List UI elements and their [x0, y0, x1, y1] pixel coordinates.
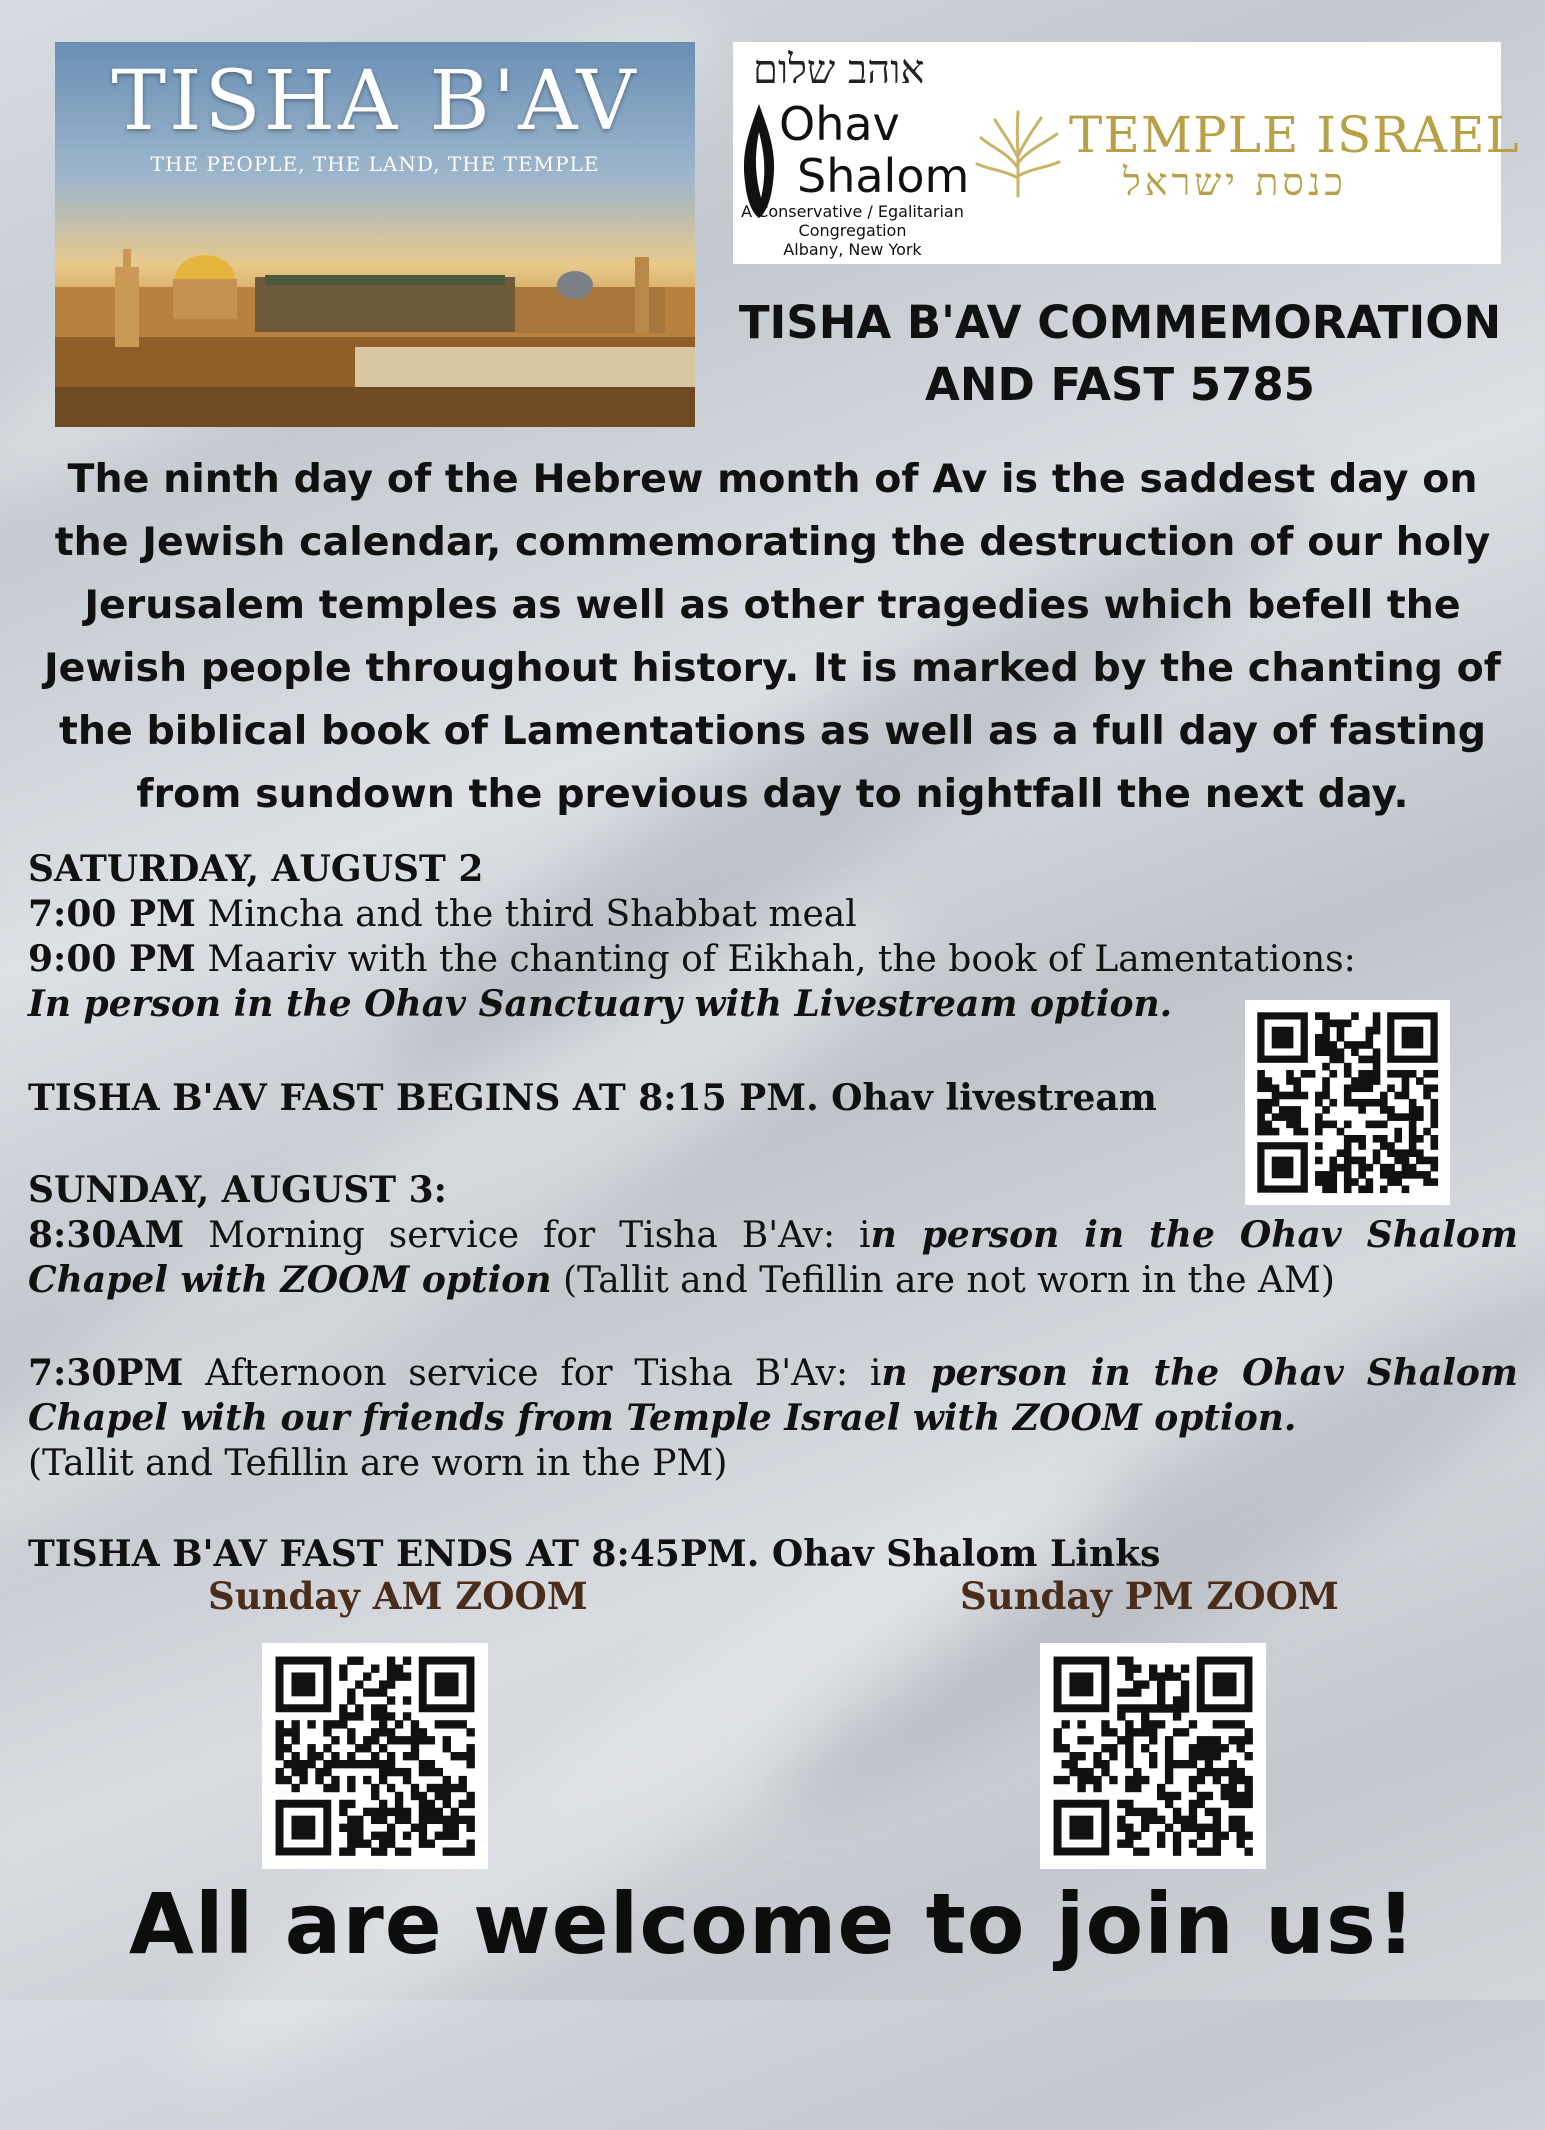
- sunday-pm-time: 7:30PM: [28, 1352, 184, 1394]
- sunday-am-zoom-label: Sunday AM ZOOM: [208, 1574, 588, 1618]
- temple-israel-hebrew: כנסת ישראל: [1123, 160, 1347, 204]
- qr-code-image: [262, 1643, 488, 1869]
- congregation-logos: [733, 42, 1520, 264]
- jerusalem-skyline-illustration: [55, 227, 695, 427]
- sunday-afternoon: [28, 1351, 1518, 1486]
- sunday-heading: SUNDAY, AUGUST 3:: [28, 1169, 447, 1211]
- sunday-am-zoom-qr-code[interactable]: [262, 1643, 488, 1869]
- ohav-line1: Ohav: [779, 97, 900, 151]
- ohav-desc-line2: Congregation: [798, 221, 907, 240]
- sunday-schedule: [28, 1168, 1518, 1303]
- hero-title: TISHA B'AV: [111, 54, 639, 149]
- saturday-item2-note: In person in the Ohav Sanctuary with Livestream option.: [28, 983, 1173, 1025]
- hero-subtitle: THE PEOPLE, THE LAND, THE TEMPLE: [150, 152, 600, 176]
- sunday-am-text: Morning service for Tisha B'Av: i: [184, 1215, 871, 1256]
- sunday-pm-note: n person in the Ohav Shalom Chapel with our friends from Temple Israel with ZOOM option.: [28, 1352, 1518, 1439]
- ohav-line2: Shalom: [797, 149, 970, 203]
- tree-icon: [973, 108, 1063, 198]
- ohav-description: [735, 202, 970, 259]
- temple-israel-logo: [973, 102, 1520, 204]
- saturday-item1-text: Mincha and the third Shabbat meal: [195, 894, 857, 935]
- saturday-heading: SATURDAY, AUGUST 2: [28, 848, 484, 890]
- sunday-am-note: n person in the Ohav Shalom Chapel with ZOOM option: [28, 1214, 1518, 1301]
- ohav-hebrew-name: אוהב שלום: [753, 47, 925, 93]
- ohav-desc-line1: A Conservative / Egalitarian: [741, 202, 964, 221]
- qr-code-image: [1040, 1643, 1266, 1869]
- sunday-pm-text: Afternoon service for Tisha B'Av: i: [183, 1353, 882, 1394]
- title-line2: AND FAST 5785: [925, 358, 1315, 411]
- saturday-item2-time: 9:00 PM: [28, 938, 196, 980]
- hero-image: [55, 42, 695, 427]
- intro-paragraph: The ninth day of the Hebrew month of Av is the saddest day on the Jewish calendar, commemorating the destruction of our holy Jerusalem temples as well as other tragedies which befell the Jewish people throughout history. It is marked by the chanting of the biblical book of Lamentations as well as a full day of fasting from sundown the previous day to nightfall the next day.: [43, 456, 1501, 817]
- temple-israel-name: TEMPLE ISRAEL: [1069, 106, 1520, 164]
- saturday-item1-time: 7:00 PM: [28, 893, 196, 935]
- ohav-desc-line3: Albany, New York: [783, 240, 922, 259]
- fast-begins-text: TISHA B'AV FAST BEGINS AT 8:15 PM. Ohav livestream: [28, 1077, 1157, 1119]
- sunday-pm-zoom-label: Sunday PM ZOOM: [960, 1574, 1339, 1618]
- title-line1: TISHA B'AV COMMEMORATION: [738, 296, 1502, 349]
- saturday-item2-text: Maariv with the chanting of Eikhah, the book of Lamentations:: [195, 939, 1356, 980]
- sunday-am-paren: (Tallit and Tefillin are not worn in the AM): [551, 1260, 1335, 1301]
- welcome-message: All are welcome to join us!: [128, 1875, 1417, 1973]
- page-title: [720, 292, 1520, 416]
- sunday-am-time: 8:30AM: [28, 1214, 185, 1256]
- sunday-pm-paren: (Tallit and Tefillin are worn in the PM): [28, 1443, 728, 1484]
- ohav-shalom-wordmark: [779, 98, 969, 202]
- fast-ends: [28, 1532, 1518, 1577]
- fast-ends-text: TISHA B'AV FAST ENDS AT 8:45PM. Ohav Shalom Links: [28, 1533, 1161, 1575]
- sunday-pm-zoom-qr-code[interactable]: [1040, 1643, 1266, 1869]
